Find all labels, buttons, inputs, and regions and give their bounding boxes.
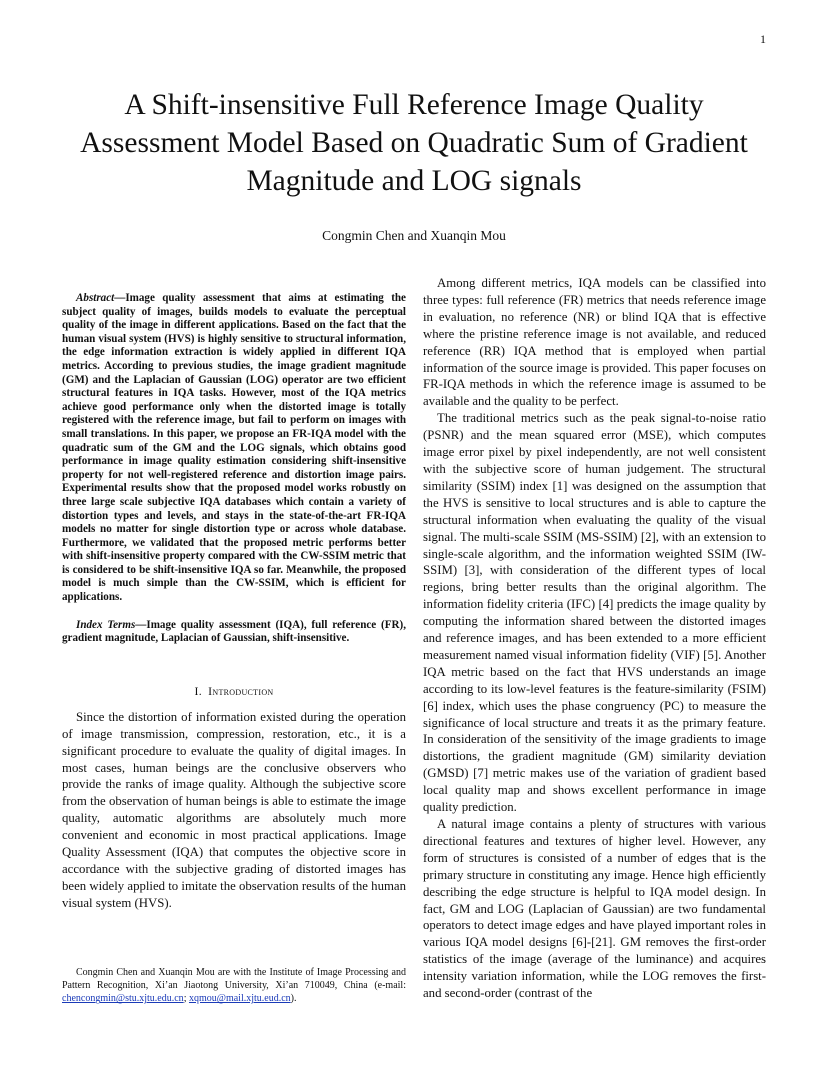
index-terms — [62, 619, 406, 646]
section-heading-introduction: I. Introduction — [194, 683, 274, 698]
page-number: 1 — [760, 32, 766, 46]
footnote-text: Congmin Chen and Xuanqin Mou are with the Institute of Image Processing and Pattern Recognition, Xi’an Jiaotong University, Xi’an 710049, China (e-mail: — [62, 967, 406, 992]
paper-title: A Shift-insensitive Full Reference Image Quality Assessment Model Based on Quadratic Sum of Gradient Magnitude and LOG signals — [80, 89, 748, 197]
email-link-mou[interactable]: xqmou@mail.xjtu.eud.cn — [188, 993, 291, 1005]
index-terms-lead: Index Terms — [76, 618, 136, 631]
authors: Congmin Chen and Xuanqin Mou — [322, 228, 506, 243]
email-link-chen[interactable]: chencongmin@stu.xjtu.edu.cn — [62, 993, 184, 1005]
left-column — [62, 292, 406, 912]
footnote-end: ). — [290, 993, 297, 1005]
footnote-separator: ; — [183, 993, 189, 1005]
abstract — [62, 292, 406, 605]
intro-paragraph-4: A natural image contains a plenty of structures with various directional features and textures of higher level. However, any form of structures is consisted of a number of edges that is the primary structure in constituting any image. Hence high efficiently describing the edge structure is helpful to IQA model design. In fact, GM and LOG (Laplacian of Gaussian) are two fundamental operators to detect image edges and have played important roles in various IQA model designs [6]-[21]. GM removes the first-order statistics of the image (average of the luminance) and acquires intensity variation information, while the LOG removes the first- and second-order (contrast of the — [423, 817, 766, 1001]
abstract-lead: Abstract — [76, 292, 115, 304]
intro-paragraph-1: Since the distortion of information existed during the operation of image transmission, compression, restoration, etc., it is a significant procedure to evaluate the quality of digital images. In most cases, human beings are the conclusive observers who provide the ranks of image quality. Although the subjective score from the observation of human beings is able to estimate the image quality, automatic algorithms are absolutely much more convenient and economic in most practical applications. Image Quality Assessment (IQA) that computes the objective score in accordance with the subjective grading of distorted images has been widely applied to imitate the observation results of the human visual system (HVS). — [62, 709, 407, 910]
intro-paragraph-2: Among different metrics, IQA models can be classified into three types: full reference (FR) metrics that needs reference image in evaluation, no reference (NR) or blind IQA that is effective where the pristine reference image is not available, and reduced reference (RR) IQA method that is employed when partial information of the source image is provided. This paper focuses on FR-IQA methods in which the reference image is assumed to be available and the quality to be perfect. — [423, 276, 766, 409]
abstract-text: —Image quality assessment that aims at estimating the subject quality of images, builds models to evaluate the perceptual quality of the image in different applications. Based on the fact that the human visual system (HVS) is highly sensitive to structural information, the edge information extraction is widely applied in different IQA metrics. According to previous studies, the image gradient magnitude (GM) and the Laplacian of Gaussian (LOG) operator are two efficient structural features in IQA tasks. However, most of the IQA metrics achieve good performance only when the distorted image is totally registered with the reference image, but fail to perform on images with small translations. In this paper, we propose an FR-IQA model with the quadratic sum of the GM and the LOG signals, which obtains good performance in image quality estimation considering shift-insensitive property for not well-registered reference and distortion image pairs. Experimental results show that the proposed model works robustly on three large scale subjective IQA databases which contain a variety of distortion types and levels, and stays in the state-of-the-art FR-IQA models no matter for single distortion type or across whole database. Furthermore, we validated that the proposed metric performs better with shift-insensitive property compared with the CW-SSIM metric that is considered to be shift-insensitive IQA so far. Meanwhile, the proposed model is much simple than the CW-SSIM, which is efficient for applications. — [62, 292, 406, 604]
right-column — [423, 275, 766, 1002]
author-footnote — [62, 966, 406, 1006]
intro-paragraph-3: The traditional metrics such as the peak signal-to-noise ratio (PSNR) and the mean squared error (MSE), which computes image error pixel by pixel independently, are not well consistent with the subjective score of human judgement. The structural similarity (SSIM) index [1] was designed on the assumption that the HVS is sensitive to local structures and is able to capture the structural information when evaluating the quality of the visual signal. The multi-scale SSIM (MS-SSIM) [2], with an extension to single-scale algorithm, and the information weighted SSIM (IW-SSIM) [3], with consideration of the different types of local regions, bring better results than the original algorithm. The information fidelity criteria (IFC) [4] predicts the image quality by computing the information shared between the distorted images and reference images, and has been extended to a more efficient measurement named visual information fidelity (VIF) [5]. Another IQA metric based on the fact that HVS understands an image according to its low-level features is the feature-similarity (FSIM) [6] index, which uses the phase congruency (PC) to measure the significance of local structure and treats it as the primary feature. In consideration of the sensitivity of the image gradients to image distortions, the gradient magnitude (GM) similarity deviation (GMSD) [7] metric makes use of the variation of gradient based local quality map and shows excellent performance in image quality prediction. — [423, 411, 766, 815]
index-terms-text: —Image quality assessment (IQA), full reference (FR), gradient magnitude, Laplacian of Gaussian, shift-insensitive. — [62, 618, 406, 645]
